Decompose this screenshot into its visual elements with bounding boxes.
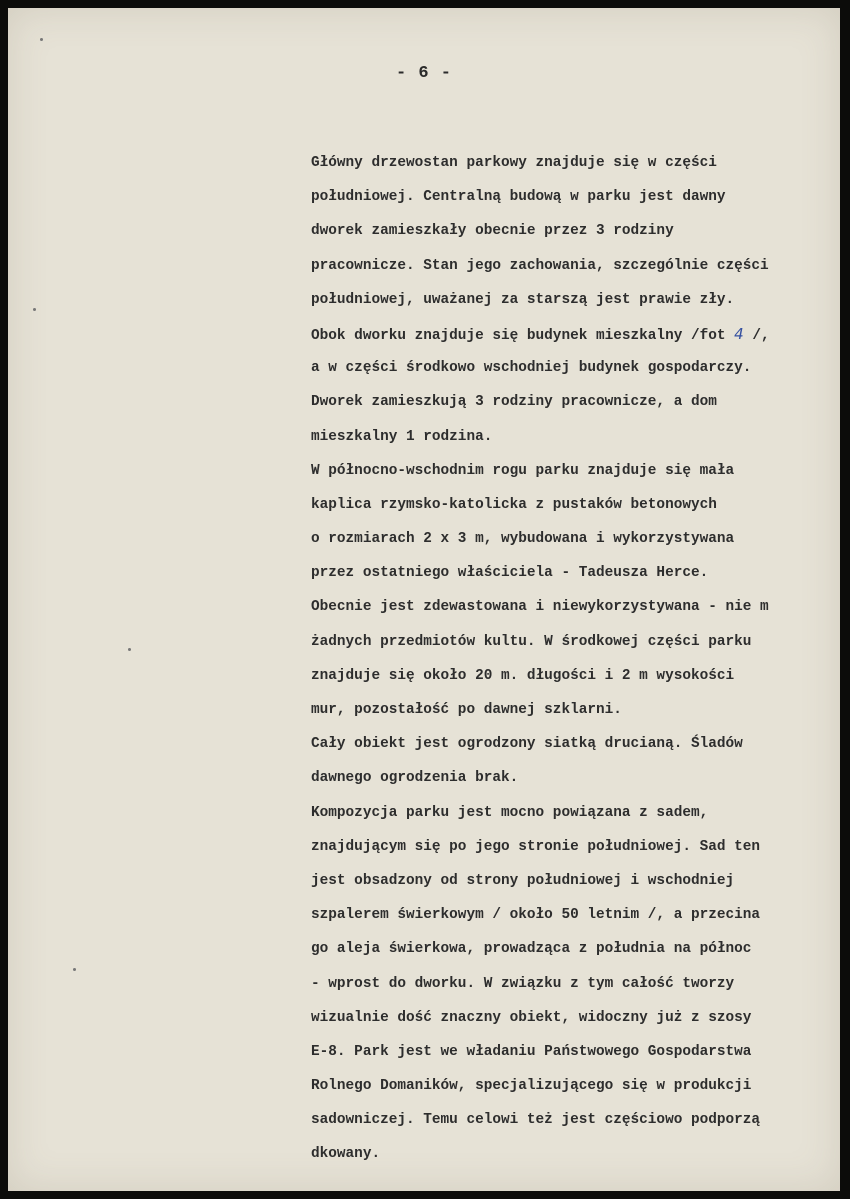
text-line: o rozmiarach 2 x 3 m, wybudowana i wykorzystywana bbox=[311, 531, 735, 548]
text-line: dawnego ogrodzenia brak. bbox=[311, 770, 519, 787]
page-number: - 6 - bbox=[395, 64, 452, 83]
text-line: pracownicze. Stan jego zachowania, szczególnie części bbox=[311, 257, 769, 274]
text-line: znajdującym się po jego stronie południowej. Sad ten bbox=[311, 838, 761, 855]
text-line: E-8. Park jest we władaniu Państwowego Gospodarstwa bbox=[311, 1043, 752, 1060]
document-page bbox=[8, 8, 840, 1191]
text-line: jest obsadzony od strony południowej i wschodniej bbox=[311, 872, 735, 889]
text-line: dworek zamieszkały obecnie przez 3 rodziny bbox=[311, 223, 674, 240]
text-line: Cały obiekt jest ogrodzony siatką drucianą. Śladów bbox=[311, 736, 743, 753]
text-line: kaplica rzymsko-katolicka z pustaków betonowych bbox=[311, 496, 717, 513]
text-line: południowej, uważanej za starszą jest prawie zły. bbox=[311, 291, 735, 308]
paper-speck bbox=[40, 38, 43, 41]
paper-speck bbox=[128, 648, 131, 651]
text-line: mieszkalny 1 rodzina. bbox=[311, 428, 493, 445]
text-line: Dworek zamieszkują 3 rodziny pracownicze, a dom bbox=[311, 394, 717, 411]
text-line: W północno-wschodnim rogu parku znajduje się mała bbox=[311, 462, 735, 479]
text-line: południowej. Centralną budową w parku jest dawny bbox=[311, 189, 726, 206]
paper-speck bbox=[73, 968, 76, 971]
text-line: Obecnie jest zdewastowana i niewykorzystywana - nie m bbox=[311, 599, 769, 616]
text-line: znajduje się około 20 m. długości i 2 m wysokości bbox=[311, 667, 735, 684]
text-line: Rolnego Domaników, specjalizującego się w produkcji bbox=[311, 1078, 752, 1095]
typed-body-text bbox=[311, 146, 840, 1172]
text-line: szpalerem świerkowym / około 50 letnim /, a przecina bbox=[311, 907, 761, 924]
text-line: żadnych przedmiotów kultu. W środkowej części parku bbox=[311, 633, 752, 650]
photo-ref-suffix: /, bbox=[743, 327, 770, 344]
text-line: przez ostatniego właściciela - Tadeusza Herce. bbox=[311, 565, 709, 582]
handwritten-photo-number: 4 bbox=[734, 324, 744, 343]
text-line: sadowniczej. Temu celowi też jest częściowo podporzą bbox=[311, 1112, 761, 1129]
text-line-with-photo-ref bbox=[311, 317, 840, 351]
text-line: - wprost do dworku. W związku z tym całość tworzy bbox=[311, 975, 735, 992]
text-line: dkowany. bbox=[311, 1146, 381, 1163]
text-line: Obok dworku znajduje się budynek mieszkalny /fot bbox=[311, 327, 726, 344]
text-line: a w części środkowo wschodniej budynek gospodarczy. bbox=[311, 360, 752, 377]
text-line: mur, pozostałość po dawnej szklarni. bbox=[311, 702, 622, 718]
text-line: wizualnie dość znaczny obiekt, widoczny już z szosy bbox=[311, 1009, 752, 1026]
text-line: go aleja świerkowa, prowadząca z południa na północ bbox=[311, 941, 752, 958]
text-line: Kompozycja parku jest mocno powiązana z sadem, bbox=[311, 804, 709, 821]
text-line: Główny drzewostan parkowy znajduje się w części bbox=[311, 155, 717, 171]
paper-speck bbox=[33, 308, 36, 311]
